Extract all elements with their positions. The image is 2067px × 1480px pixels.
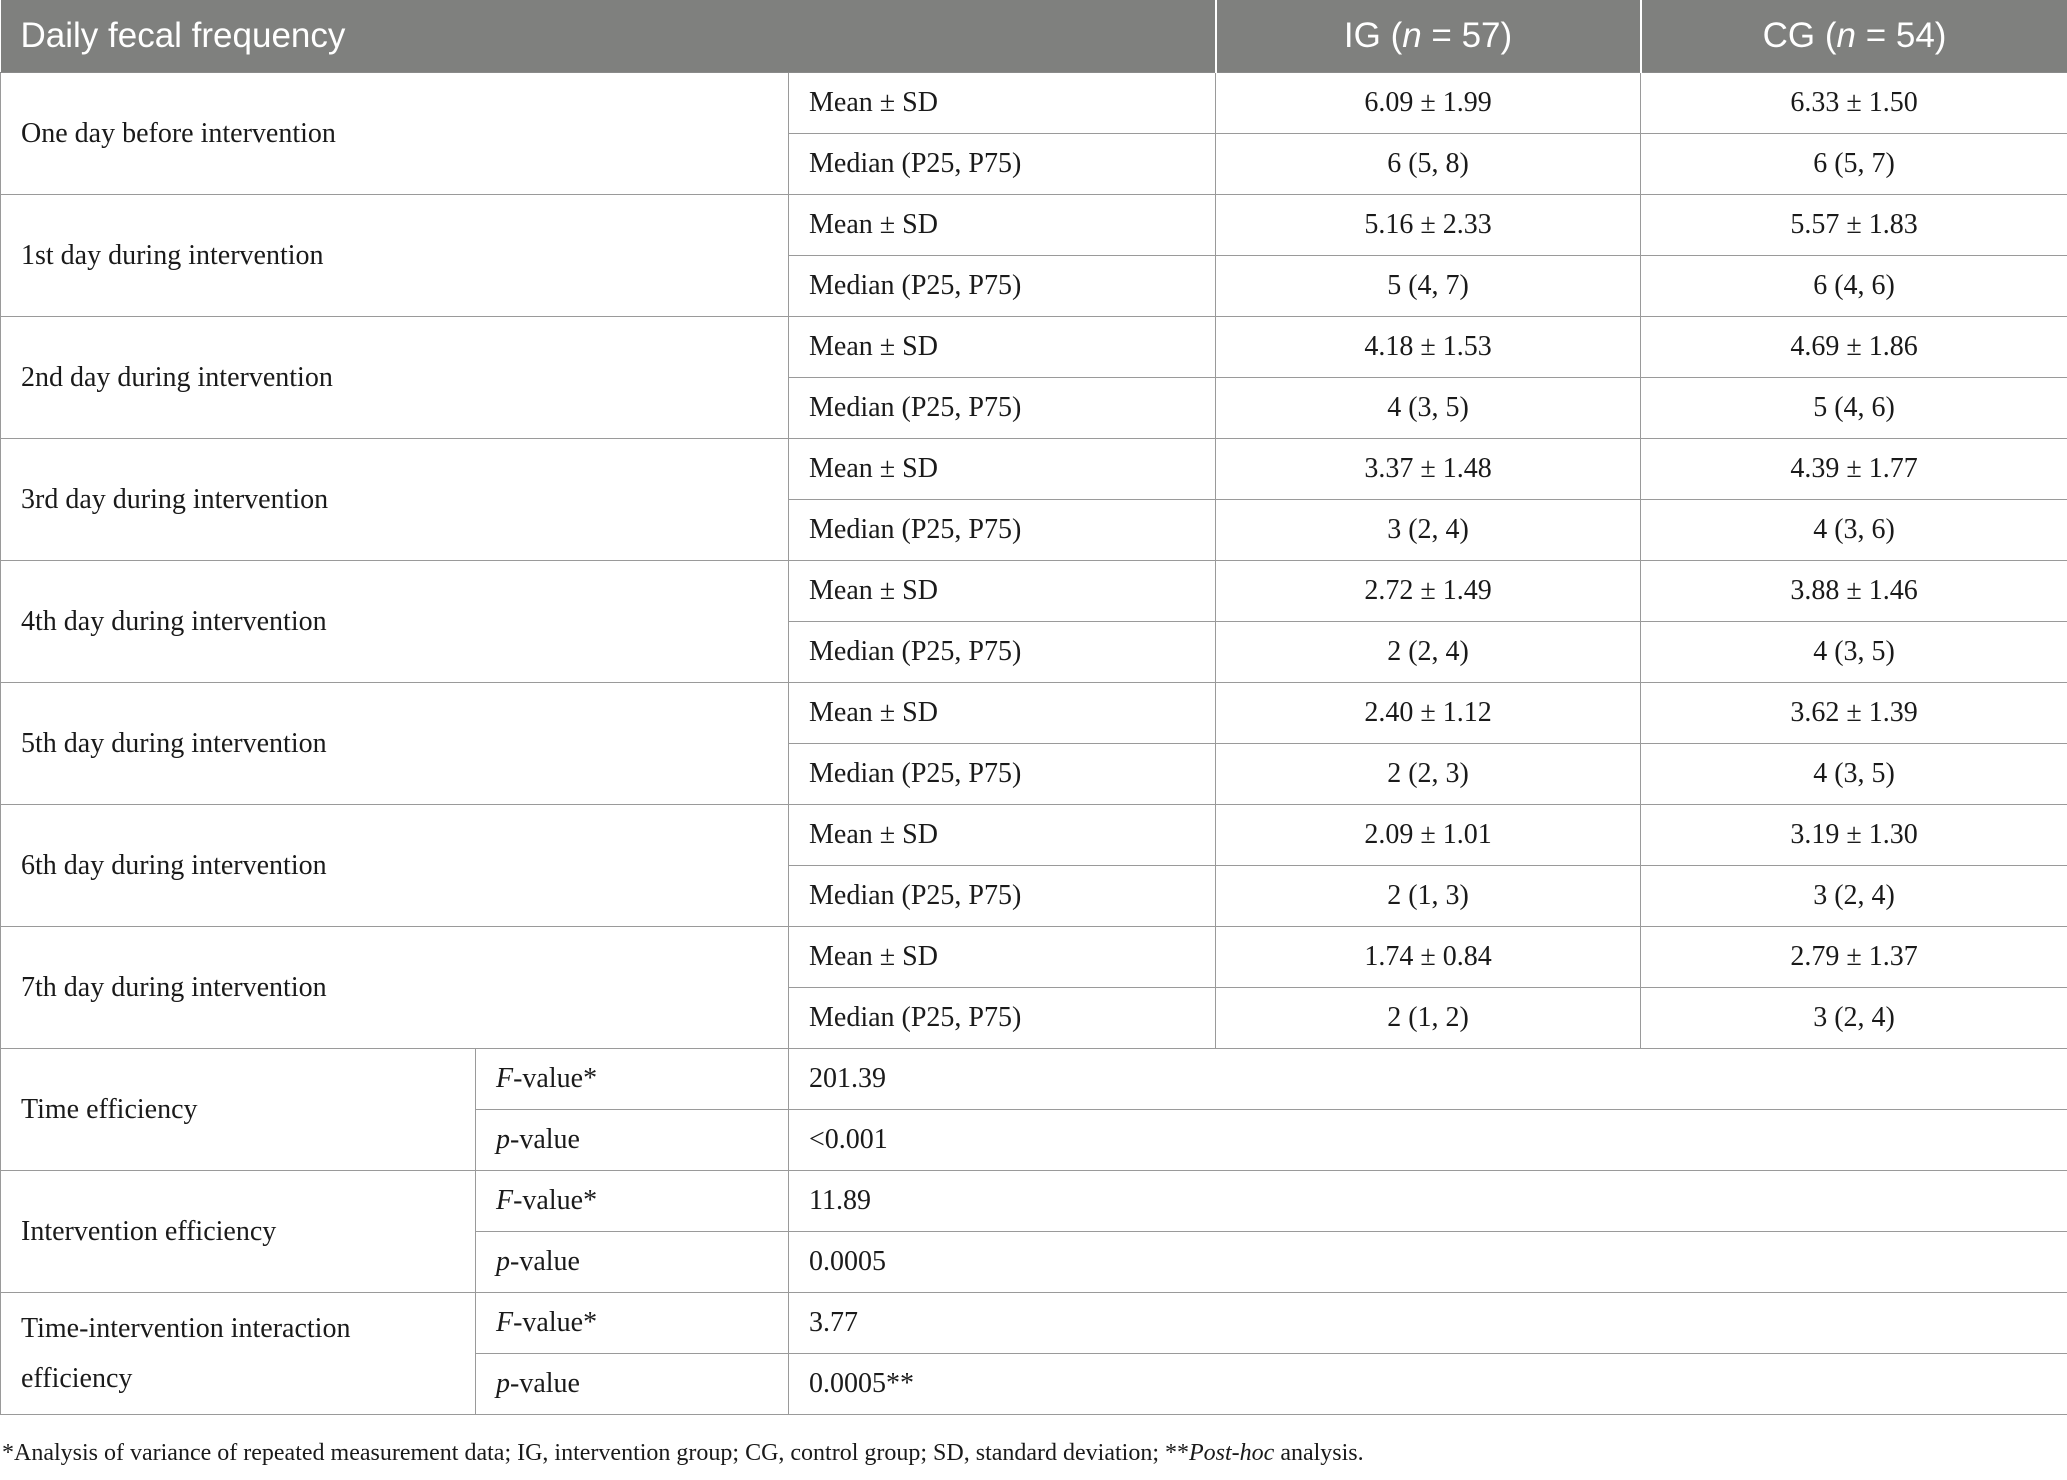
p-value-label [476,1232,789,1293]
cg-mean-value: 6.33 ± 1.50 [1641,73,2067,134]
ig-median-value: 3 (2, 4) [1216,500,1641,561]
f-value: 201.39 [789,1049,2067,1110]
f-label-rest: -value* [513,1307,598,1338]
cg-mean-value: 3.19 ± 1.30 [1641,805,2067,866]
stat-label-mean: Mean ± SD [789,683,1216,744]
footnote-italic: Post-hoc [1189,1440,1275,1466]
stat-label-mean: Mean ± SD [789,927,1216,988]
ig-median-value: 5 (4, 7) [1216,256,1641,317]
p-value: <0.001 [789,1110,2067,1171]
header-ig-n: n [1402,16,1422,55]
cg-median-value: 5 (4, 6) [1641,378,2067,439]
table-row [1,683,2067,744]
stat-label-mean: Mean ± SD [789,805,1216,866]
p-label-rest: -value [510,1124,580,1155]
p-value: 0.0005** [789,1354,2067,1415]
stat-label-median: Median (P25, P75) [789,134,1216,195]
f-value: 11.89 [789,1171,2067,1232]
f-letter: F [496,1063,514,1094]
ig-median-value: 2 (2, 4) [1216,622,1641,683]
cg-mean-value: 4.39 ± 1.77 [1641,439,2067,500]
ig-mean-value: 4.18 ± 1.53 [1216,317,1641,378]
f-label-rest: -value* [513,1063,598,1094]
day-label: 6th day during intervention [1,805,789,927]
header-ig [1216,0,1641,73]
cg-median-value: 6 (4, 6) [1641,256,2067,317]
p-label-rest: -value [510,1246,580,1277]
efficiency-label: Intervention efficiency [1,1171,476,1293]
stat-label-mean: Mean ± SD [789,317,1216,378]
table-row [1,1171,2067,1232]
stat-label-median: Median (P25, P75) [789,988,1216,1049]
cg-median-value: 4 (3, 5) [1641,622,2067,683]
ig-median-value: 2 (1, 2) [1216,988,1641,1049]
table-row [1,561,2067,622]
p-letter: p [496,1124,510,1155]
p-label-rest: -value [510,1368,580,1399]
footnote-text: *Analysis of variance of repeated measurement data; IG, intervention group; CG, control group; SD, standard deviation; ** [2,1440,1190,1466]
cg-median-value: 3 (2, 4) [1641,866,2067,927]
table-footnote [0,1440,1364,1467]
table-header [1,0,2067,73]
table-row [1,1049,2067,1110]
table-body [1,73,2067,1415]
day-label: 3rd day during intervention [1,439,789,561]
stat-label-mean: Mean ± SD [789,561,1216,622]
cg-median-value: 3 (2, 4) [1641,988,2067,1049]
header-title: Daily fecal frequency [1,0,1216,73]
efficiency-label: Time-intervention interaction efficiency [1,1293,476,1415]
day-label: 7th day during intervention [1,927,789,1049]
footnote-text-end: analysis. [1274,1440,1364,1466]
ig-median-value: 6 (5, 8) [1216,134,1641,195]
cg-mean-value: 3.88 ± 1.46 [1641,561,2067,622]
ig-median-value: 2 (1, 3) [1216,866,1641,927]
p-value: 0.0005 [789,1232,2067,1293]
ig-mean-value: 6.09 ± 1.99 [1216,73,1641,134]
stat-label-median: Median (P25, P75) [789,622,1216,683]
table-row [1,73,2067,134]
ig-mean-value: 2.40 ± 1.12 [1216,683,1641,744]
p-letter: p [496,1368,510,1399]
cg-median-value: 4 (3, 5) [1641,744,2067,805]
header-cg-suffix: = 54) [1855,16,1947,55]
stat-label-mean: Mean ± SD [789,195,1216,256]
ig-median-value: 2 (2, 3) [1216,744,1641,805]
table-row [1,439,2067,500]
stat-label-median: Median (P25, P75) [789,744,1216,805]
day-label: 4th day during intervention [1,561,789,683]
cg-mean-value: 4.69 ± 1.86 [1641,317,2067,378]
header-cg [1641,0,2067,73]
p-value-label [476,1110,789,1171]
cg-mean-value: 5.57 ± 1.83 [1641,195,2067,256]
ig-median-value: 4 (3, 5) [1216,378,1641,439]
table-row [1,927,2067,988]
table-row [1,317,2067,378]
cg-mean-value: 3.62 ± 1.39 [1641,683,2067,744]
stat-label-median: Median (P25, P75) [789,256,1216,317]
day-label: 2nd day during intervention [1,317,789,439]
f-letter: F [496,1185,514,1216]
f-label-rest: -value* [513,1185,598,1216]
p-letter: p [496,1246,510,1277]
p-value-label [476,1354,789,1415]
table-row [1,805,2067,866]
stat-label-mean: Mean ± SD [789,439,1216,500]
ig-mean-value: 3.37 ± 1.48 [1216,439,1641,500]
efficiency-label: Time efficiency [1,1049,476,1171]
header-ig-suffix: = 57) [1421,16,1513,55]
stat-label-median: Median (P25, P75) [789,866,1216,927]
header-cg-n: n [1836,16,1856,55]
day-label: 1st day during intervention [1,195,789,317]
f-value-label [476,1049,789,1110]
header-row [1,0,2067,73]
stat-label-median: Median (P25, P75) [789,378,1216,439]
header-cg-prefix: CG ( [1762,16,1837,55]
stat-label-mean: Mean ± SD [789,73,1216,134]
cg-mean-value: 2.79 ± 1.37 [1641,927,2067,988]
ig-mean-value: 2.09 ± 1.01 [1216,805,1641,866]
ig-mean-value: 1.74 ± 0.84 [1216,927,1641,988]
f-value: 3.77 [789,1293,2067,1354]
cg-median-value: 4 (3, 6) [1641,500,2067,561]
header-ig-prefix: IG ( [1343,16,1403,55]
ig-mean-value: 5.16 ± 2.33 [1216,195,1641,256]
f-value-label [476,1171,789,1232]
table-row [1,195,2067,256]
f-letter: F [496,1307,514,1338]
day-label: One day before intervention [1,73,789,195]
day-label: 5th day during intervention [1,683,789,805]
cg-median-value: 6 (5, 7) [1641,134,2067,195]
stat-label-median: Median (P25, P75) [789,500,1216,561]
table-row [1,1293,2067,1354]
ig-mean-value: 2.72 ± 1.49 [1216,561,1641,622]
f-value-label [476,1293,789,1354]
